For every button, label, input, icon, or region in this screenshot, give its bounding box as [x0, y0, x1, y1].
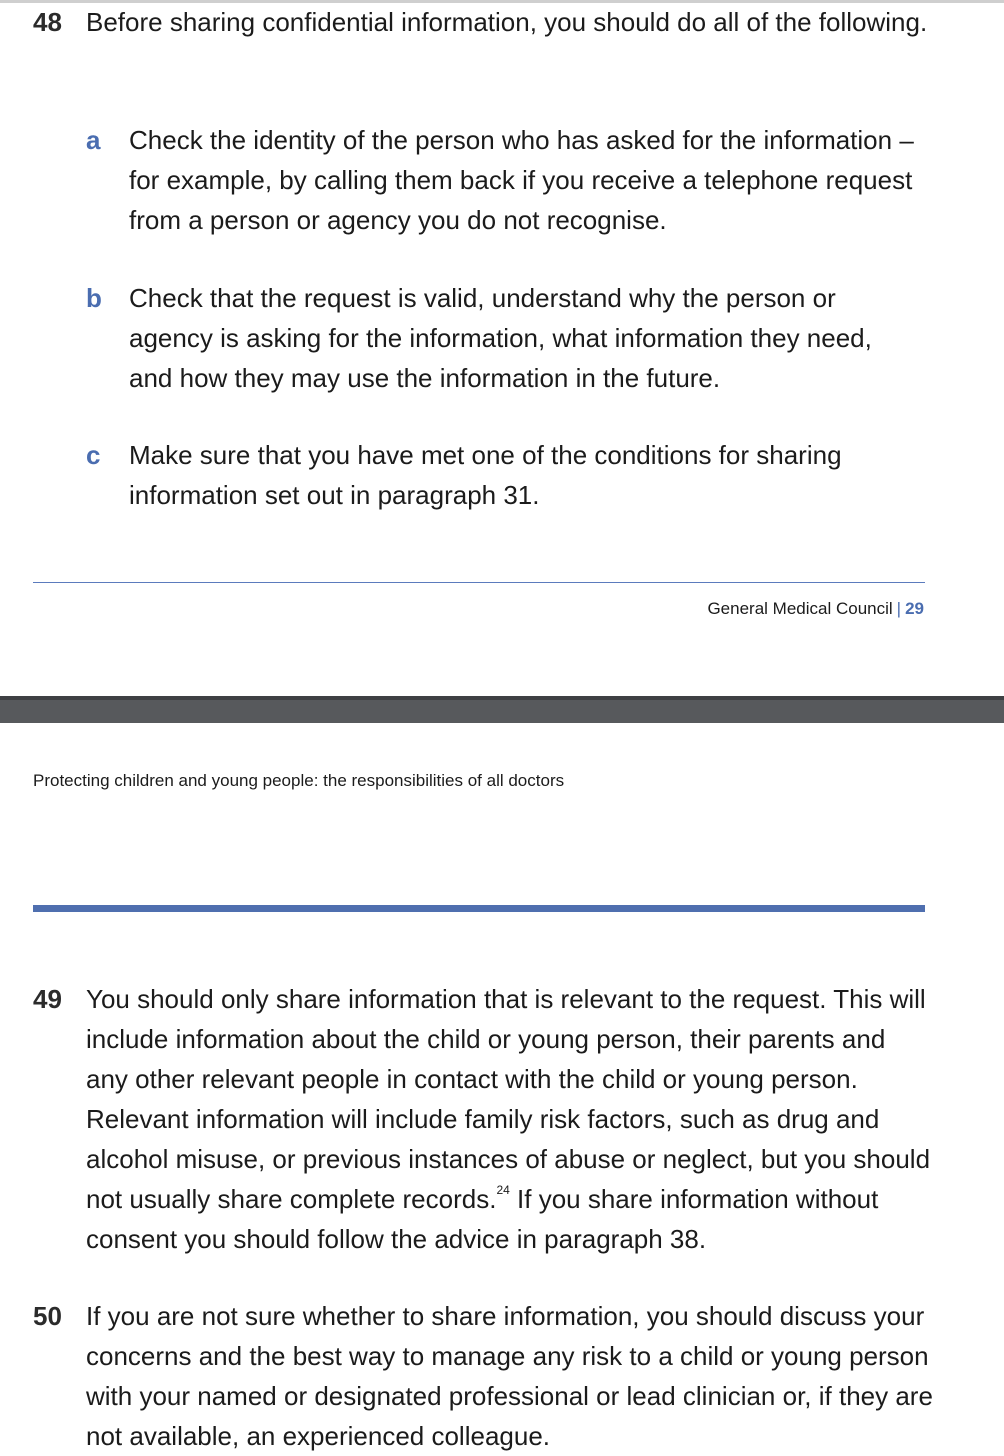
page-break-shade [0, 696, 1004, 700]
list-item-c [86, 435, 916, 515]
paragraph-49 [33, 979, 933, 1259]
page-break [0, 696, 1004, 723]
footer-org-name: General Medical Council [707, 599, 893, 618]
page-footer [707, 597, 924, 621]
list-item-letter: c [86, 440, 101, 470]
list-item-a [86, 120, 916, 240]
list-item-text: Make sure that you have met one of the conditions for sharing information set out in paragraph 31. [129, 440, 842, 510]
paragraph-text-part: You should only share information that is relevant to the request. This will include information about the child or young person, their parents and any other relevant people in contact with the child or young person. Relevant information will include family risk factors, such as drug and alcohol misuse, or previous instances of abuse or neglect, but you should not usually share complete records. [86, 984, 931, 1214]
footer-divider [33, 582, 925, 583]
paragraph-number: 49 [33, 984, 62, 1014]
list-item-text: Check that the request is valid, understand why the person or agency is asking for the information, what information they need, and how they may use the information in the future. [129, 283, 872, 393]
list-item-letter: b [86, 283, 102, 313]
paragraph-text: If you are not sure whether to share information, you should discuss your concerns and the best way to manage any risk to a child or young person with your named or designated professional or lead clinician or, if they are not available, an experienced colleague. [86, 1301, 933, 1451]
paragraph-text [86, 979, 933, 1259]
list-item-letter: a [86, 125, 101, 155]
paragraph-50 [33, 1296, 933, 1456]
paragraph-number: 48 [33, 7, 62, 37]
header-divider [33, 905, 925, 912]
list-item-text: Check the identity of the person who has asked for the information – for example, by calling them back if you receive a telephone request from a person or agency you do not recognise. [129, 125, 914, 235]
paragraph-number: 50 [33, 1301, 62, 1331]
footnote-marker[interactable]: 24 [496, 1183, 510, 1198]
paragraph-48 [33, 2, 933, 42]
page-number: 29 [905, 599, 924, 618]
footer-separator: | [896, 599, 902, 618]
paragraph-text-part: If you share information without consent you should follow the advice in paragraph 38. [86, 1184, 879, 1254]
paragraph-text: Before sharing confidential information, you should do all of the following. [86, 7, 928, 37]
list-item-b [86, 278, 916, 398]
running-header: Protecting children and young people: the responsibilities of all doctors [33, 771, 565, 790]
